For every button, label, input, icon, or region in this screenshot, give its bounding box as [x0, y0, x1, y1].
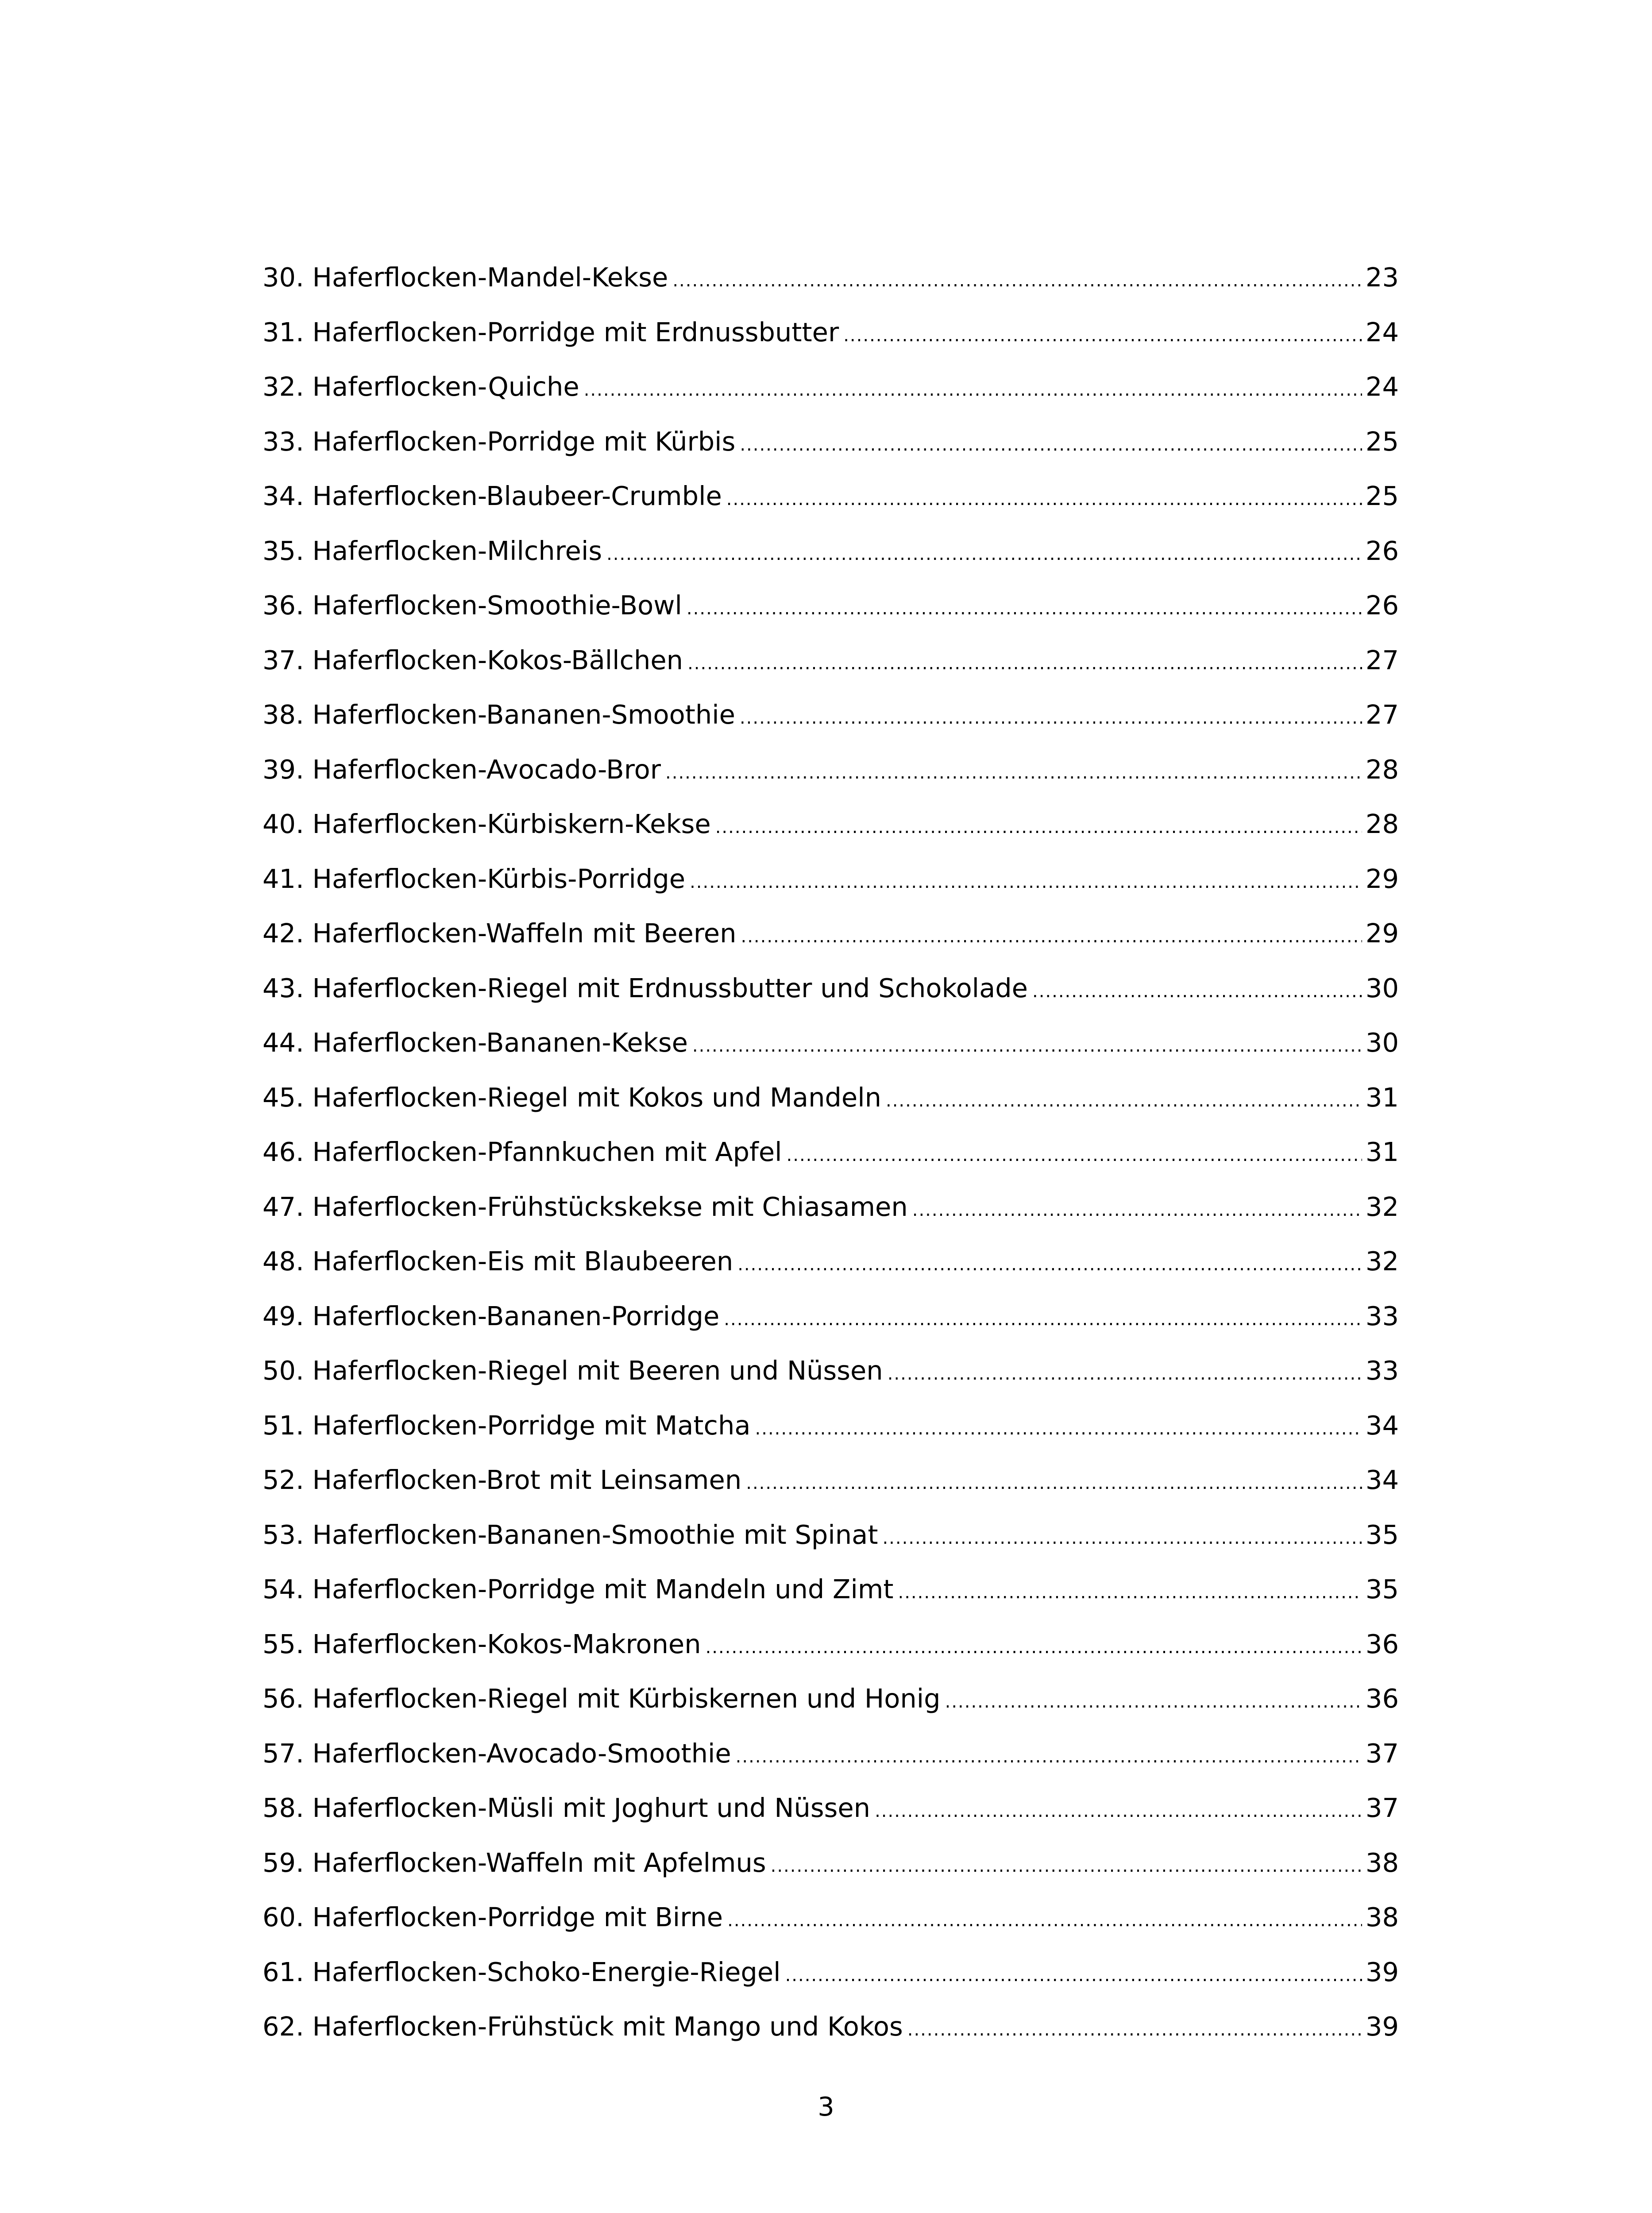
toc-entry [262, 359, 1399, 414]
toc-leader-dots [692, 1019, 1362, 1074]
toc-entry-title: 36. Haferflocken-Smoothie-Bowl [262, 590, 682, 621]
toc-entry-title: 52. Haferflocken-Brot mit Leinsamen [262, 1465, 742, 1495]
toc-entry-page: 24 [1365, 371, 1399, 402]
toc-entry [262, 250, 1399, 305]
toc-leader-dots [787, 1128, 1362, 1183]
toc-entry-page: 35 [1365, 1519, 1399, 1550]
toc-entry-title: 50. Haferflocken-Riegel mit Beeren und Nüssen [262, 1355, 883, 1386]
toc-entry-page: 37 [1365, 1738, 1399, 1769]
toc-leader-dots [888, 1347, 1362, 1402]
toc-entry-page: 30 [1365, 1027, 1399, 1058]
toc-entry-title: 56. Haferflocken-Riegel mit Kürbiskernen und Honig [262, 1683, 941, 1714]
toc-entry-page: 31 [1365, 1137, 1399, 1167]
toc-leader-dots [843, 308, 1362, 363]
toc-leader-dots [755, 1402, 1362, 1457]
toc-entry-title: 48. Haferflocken-Eis mit Blaubeeren [262, 1246, 733, 1276]
toc-entry-title: 34. Haferflocken-Blaubeer-Crumble [262, 481, 722, 511]
toc-leader-dots [584, 363, 1362, 418]
toc-entry-page: 34 [1365, 1410, 1399, 1441]
toc-entry-title: 46. Haferflocken-Pfannkuchen mit Apfel [262, 1137, 782, 1167]
toc-entry-page: 35 [1365, 1574, 1399, 1604]
toc-leader-dots [672, 254, 1362, 308]
toc-entry-title: 54. Haferflocken-Porridge mit Mandeln und Zimt [262, 1574, 894, 1604]
toc-entry [262, 1999, 1399, 2054]
toc-entry-page: 29 [1365, 918, 1399, 948]
toc-entry-title: 59. Haferflocken-Waffeln mit Apfelmus [262, 1847, 766, 1878]
toc-leader-dots [912, 1183, 1362, 1238]
toc-entry-title: 33. Haferflocken-Porridge mit Kürbis [262, 426, 736, 457]
toc-entry [262, 1453, 1399, 1507]
toc-leader-dots [886, 1074, 1362, 1129]
toc-entry-page: 29 [1365, 863, 1399, 894]
toc-entry-title: 58. Haferflocken-Müsli mit Joghurt und Nüssen [262, 1793, 871, 1823]
toc-leader-dots [665, 746, 1362, 801]
toc-entry-page: 28 [1365, 754, 1399, 785]
toc-entry [262, 1507, 1399, 1562]
toc-entry [262, 687, 1399, 742]
toc-entry-title: 60. Haferflocken-Porridge mit Birne [262, 1902, 723, 1932]
toc-entry-page: 38 [1365, 1847, 1399, 1878]
toc-entry-page: 25 [1365, 426, 1399, 457]
page-number: 3 [818, 2091, 834, 2122]
toc-leader-dots [715, 800, 1362, 855]
toc-entry-title: 57. Haferflocken-Avocado-Smoothie [262, 1738, 731, 1769]
toc-entry-page: 31 [1365, 1082, 1399, 1113]
toc-leader-dots [687, 582, 1362, 636]
toc-entry-title: 44. Haferflocken-Bananen-Kekse [262, 1027, 688, 1058]
toc-entry-page: 26 [1365, 535, 1399, 566]
toc-leader-dots [945, 1675, 1362, 1730]
toc-entry [262, 1343, 1399, 1398]
toc-entry-title: 37. Haferflocken-Kokos-Bällchen [262, 644, 683, 675]
toc-entry [262, 305, 1399, 360]
toc-leader-dots [687, 636, 1362, 691]
toc-entry-title: 61. Haferflocken-Schoko-Energie-Riegel [262, 1956, 781, 1987]
toc-entry-page: 33 [1365, 1355, 1399, 1386]
toc-entry-page: 27 [1365, 699, 1399, 730]
toc-entry [262, 1070, 1399, 1125]
toc-entry-page: 34 [1365, 1465, 1399, 1495]
toc-entry [262, 1617, 1399, 1672]
toc-leader-dots [746, 1456, 1362, 1511]
toc-entry-title: 53. Haferflocken-Bananen-Smoothie mit Spinat [262, 1519, 878, 1550]
toc-entry [262, 1180, 1399, 1234]
toc-entry-page: 39 [1365, 2011, 1399, 2042]
toc-leader-dots [690, 855, 1362, 910]
toc-entry-page: 36 [1365, 1628, 1399, 1659]
toc-entry-title: 31. Haferflocken-Porridge mit Erdnussbutter [262, 316, 839, 347]
toc-entry-page: 23 [1365, 262, 1399, 293]
toc-leader-dots [771, 1839, 1362, 1894]
toc-leader-dots [907, 2003, 1362, 2058]
toc-entry-page: 38 [1365, 1902, 1399, 1932]
toc-entry [262, 1398, 1399, 1453]
toc-entry [262, 1945, 1399, 2000]
toc-entry-title: 40. Haferflocken-Kürbiskern-Kekse [262, 809, 711, 839]
toc-entry [262, 1781, 1399, 1835]
toc-entry-title: 47. Haferflocken-Frühstückskekse mit Chiasamen [262, 1191, 908, 1222]
toc-entry [262, 742, 1399, 797]
toc-leader-dots [706, 1620, 1362, 1675]
toc-leader-dots [740, 418, 1362, 473]
toc-entry [262, 961, 1399, 1016]
toc-entry-title: 38. Haferflocken-Bananen-Smoothie [262, 699, 735, 730]
toc-entry-title: 49. Haferflocken-Bananen-Porridge [262, 1300, 720, 1331]
toc-entry-page: 27 [1365, 644, 1399, 675]
toc-entry [262, 469, 1399, 524]
toc-entry-title: 51. Haferflocken-Porridge mit Matcha [262, 1410, 751, 1441]
toc-entry [262, 414, 1399, 469]
toc-entry [262, 1234, 1399, 1289]
toc-leader-dots [726, 472, 1362, 527]
toc-leader-dots [875, 1784, 1362, 1839]
toc-leader-dots [741, 910, 1362, 964]
toc-entry [262, 852, 1399, 906]
toc-entry-title: 42. Haferflocken-Waffeln mit Beeren [262, 918, 737, 948]
toc-leader-dots [737, 1238, 1362, 1292]
toc-leader-dots [1032, 964, 1362, 1019]
toc-entry [262, 524, 1399, 578]
toc-entry [262, 1562, 1399, 1617]
toc-leader-dots [785, 1948, 1362, 2003]
toc-leader-dots [882, 1511, 1362, 1566]
toc-entry [262, 1289, 1399, 1344]
toc-entry-title: 43. Haferflocken-Riegel mit Erdnussbutter und Schokolade [262, 972, 1028, 1003]
toc-entry-title: 45. Haferflocken-Riegel mit Kokos und Mandeln [262, 1082, 881, 1113]
toc-entry-page: 37 [1365, 1793, 1399, 1823]
toc-entry-title: 30. Haferflocken-Mandel-Kekse [262, 262, 668, 293]
toc-entry-title: 35. Haferflocken-Milchreis [262, 535, 602, 566]
toc-entry [262, 1125, 1399, 1180]
toc-leader-dots [606, 527, 1362, 582]
toc-leader-dots [736, 1730, 1362, 1785]
toc-leader-dots [727, 1893, 1362, 1948]
toc-entry-page: 24 [1365, 316, 1399, 347]
toc-entry-title: 32. Haferflocken-Quiche [262, 371, 579, 402]
toc-entry-page: 36 [1365, 1683, 1399, 1714]
toc-entry [262, 797, 1399, 852]
toc-entry [262, 578, 1399, 633]
toc-entry [262, 1726, 1399, 1781]
toc-entry [262, 1015, 1399, 1070]
toc-entry-page: 33 [1365, 1300, 1399, 1331]
toc-entry-title: 62. Haferflocken-Frühstück mit Mango und Kokos [262, 2011, 903, 2042]
toc-entry-page: 32 [1365, 1191, 1399, 1222]
toc-leader-dots [898, 1565, 1362, 1620]
toc-entry [262, 1890, 1399, 1945]
toc-entry-title: 41. Haferflocken-Kürbis-Porridge [262, 863, 686, 894]
toc-entry [262, 906, 1399, 961]
toc-entry-page: 26 [1365, 590, 1399, 621]
toc-leader-dots [724, 1292, 1362, 1347]
toc-entry-title: 39. Haferflocken-Avocado-Bror [262, 754, 661, 785]
toc-entry-title: 55. Haferflocken-Kokos-Makronen [262, 1628, 701, 1659]
toc-entry-page: 32 [1365, 1246, 1399, 1276]
toc-entry [262, 1835, 1399, 1890]
toc-entry-page: 25 [1365, 481, 1399, 511]
toc-entry-page: 39 [1365, 1956, 1399, 1987]
toc-entry [262, 633, 1399, 688]
toc-entry-page: 30 [1365, 972, 1399, 1003]
toc-leader-dots [740, 691, 1362, 746]
toc-entry-page: 28 [1365, 809, 1399, 839]
toc-entry [262, 1671, 1399, 1726]
table-of-contents [262, 250, 1399, 2054]
